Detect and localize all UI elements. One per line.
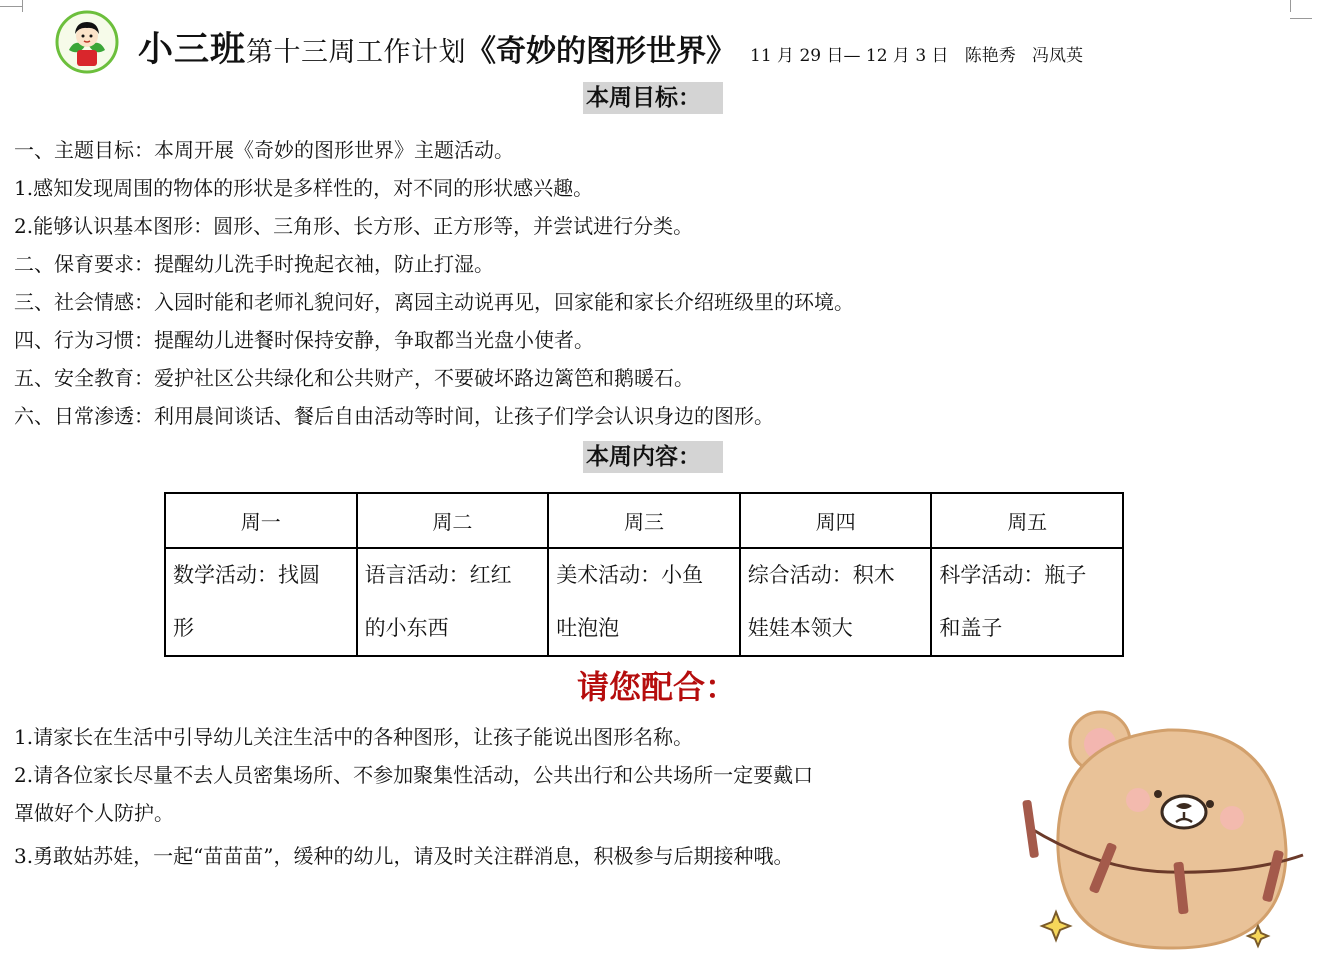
activity-line: 数学活动：找圆	[173, 563, 320, 587]
goal-item: 一、主题目标：本周开展《奇妙的图形世界》主题活动。	[14, 138, 514, 162]
activity-cell	[740, 548, 932, 656]
child-logo-icon	[55, 10, 119, 74]
day-header: 周一	[165, 493, 357, 548]
notice-item: 1.请家长在生活中引导幼儿关注生活中的各种图形，让孩子能说出图形名称。	[14, 725, 694, 749]
activity-line: 形	[173, 616, 194, 640]
crop-mark	[1290, 0, 1303, 12]
activity-line: 的小东西	[364, 616, 449, 640]
bear-illustration-icon	[1018, 700, 1308, 960]
notice-item: 2.请各位家长尽量不去人员密集场所、不参加聚集性活动，公共出行和公共场所一定要戴口	[14, 763, 814, 787]
theme-title: 《奇妙的图形世界》	[466, 34, 737, 69]
cooperation-heading: 请您配合：	[577, 668, 738, 706]
date-and-teachers: 11 月 29 日— 12 月 3 日 陈艳秀 冯凤英	[750, 46, 1083, 66]
notice-item: 罩做好个人防护。	[14, 801, 174, 825]
crop-mark	[1290, 18, 1312, 19]
activity-cell	[357, 548, 549, 656]
activity-line: 和盖子	[939, 616, 1003, 640]
crop-mark	[0, 6, 22, 7]
goal-item: 2.能够认识基本图形：圆形、三角形、长方形、正方形等，并尝试进行分类。	[14, 214, 694, 238]
goal-item: 三、社会情感：入园时能和老师礼貌问好，离园主动说再见，回家能和家长介绍班级里的环境。	[14, 290, 854, 314]
day-header: 周三	[548, 493, 740, 548]
goal-item: 五、安全教育：爱护社区公共绿化和公共财产，不要破坏路边篱笆和鹅暖石。	[14, 366, 694, 390]
table-row	[165, 548, 1123, 656]
activity-line: 综合活动：积木	[747, 563, 895, 587]
activity-line: 语言活动：红红	[364, 563, 512, 587]
activity-line: 娃娃本领大	[747, 616, 853, 640]
goal-item: 四、行为习惯：提醒幼儿进餐时保持安静，争取都当光盘小使者。	[14, 328, 594, 352]
table-header-row	[165, 493, 1123, 548]
activity-line: 吐泡泡	[556, 616, 620, 640]
goal-item: 六、日常渗透：利用晨间谈话、餐后自由活动等时间，让孩子们学会认识身边的图形。	[14, 404, 774, 428]
activity-cell	[931, 548, 1123, 656]
goal-item: 二、保育要求：提醒幼儿洗手时挽起衣袖，防止打湿。	[14, 252, 494, 276]
class-name: 小三班	[138, 29, 247, 70]
activity-line: 科学活动：瓶子	[939, 563, 1087, 587]
goals-heading: 本周目标：	[583, 82, 723, 114]
plan-title: 第十三周工作计划	[246, 37, 467, 68]
activity-cell	[165, 548, 357, 656]
activity-cell	[548, 548, 740, 656]
day-header: 周五	[931, 493, 1123, 548]
day-header: 周四	[740, 493, 932, 548]
weekly-schedule-table	[164, 492, 1124, 657]
goal-item: 1.感知发现周围的物体的形状是多样性的，对不同的形状感兴趣。	[14, 176, 594, 200]
activity-line: 美术活动：小鱼	[556, 563, 704, 587]
day-header: 周二	[357, 493, 549, 548]
page-title	[138, 22, 1083, 72]
notice-item: 3.勇敢姑苏娃，一起“苗苗苗”，缓种的幼儿，请及时关注群消息，积极参与后期接种哦。	[14, 844, 794, 868]
content-heading: 本周内容：	[583, 441, 723, 473]
